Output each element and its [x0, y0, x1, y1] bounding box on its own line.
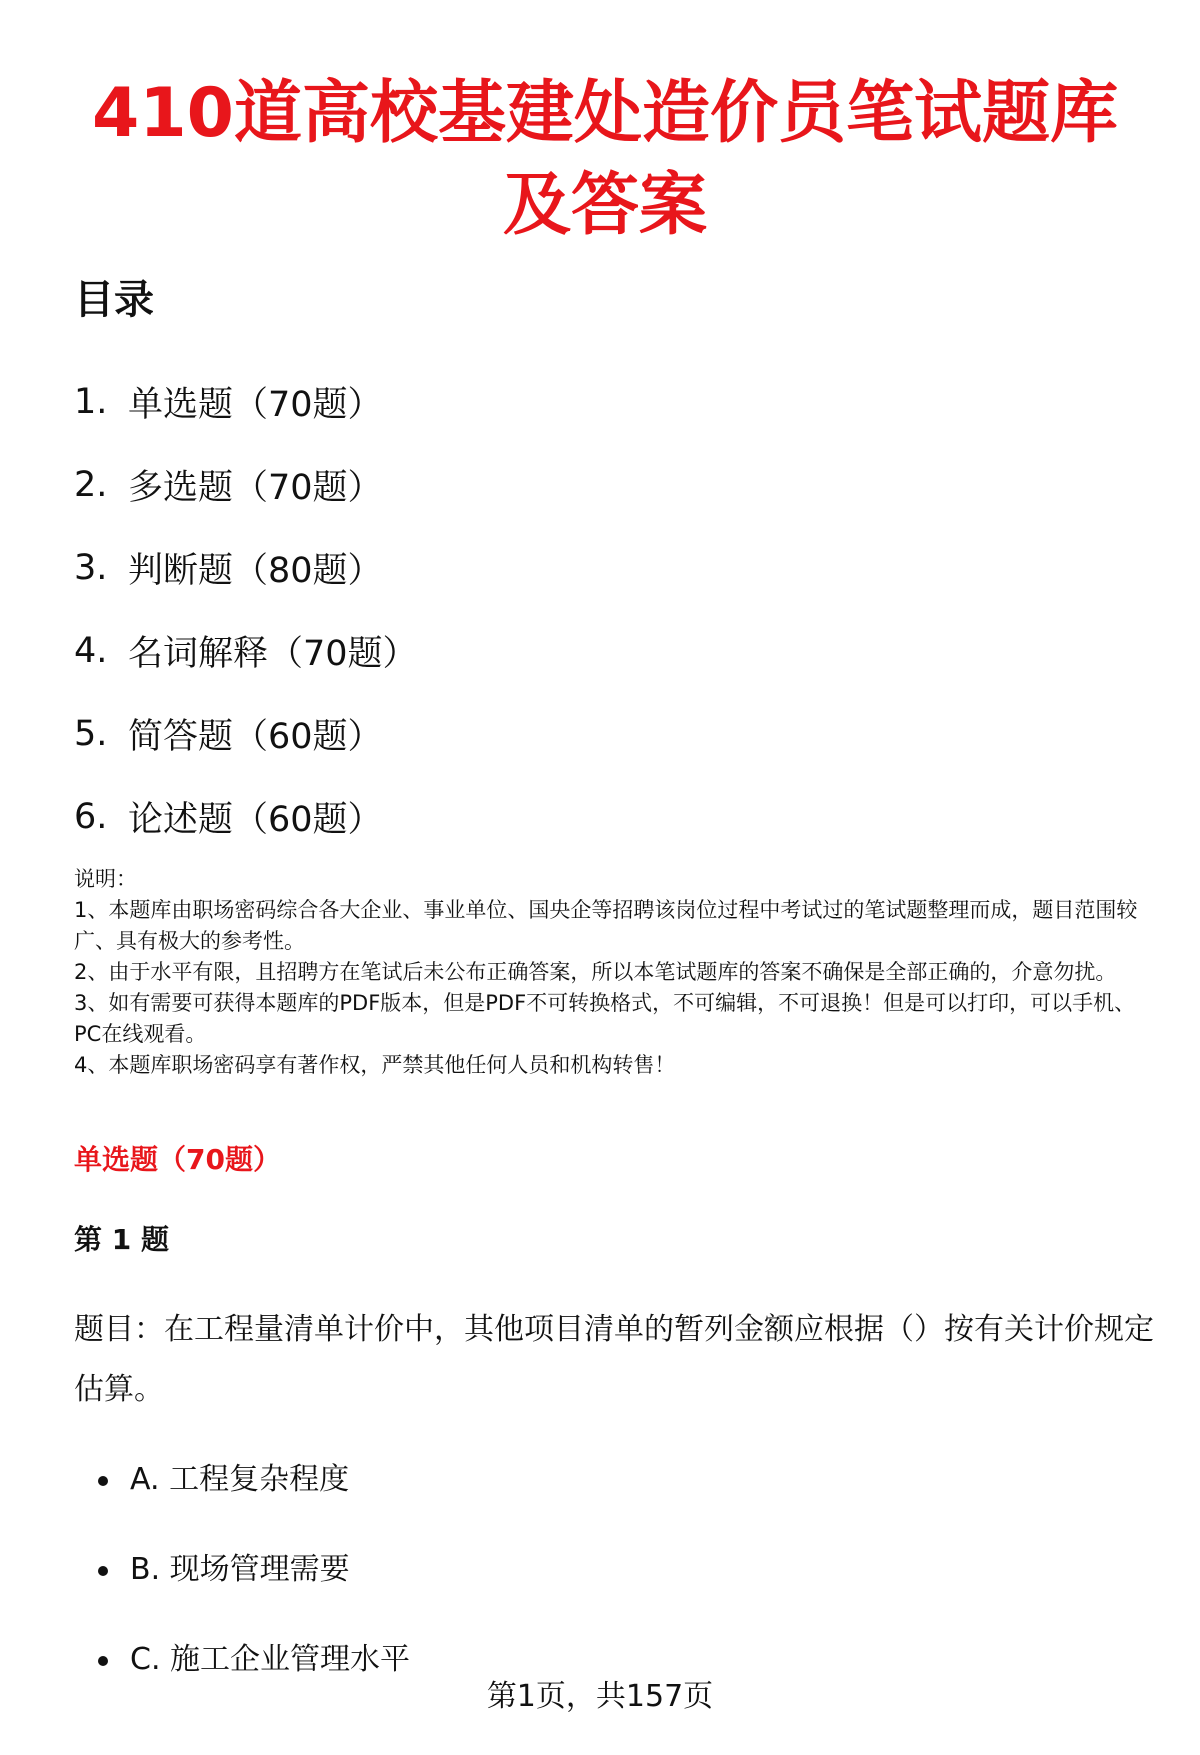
- note-item: 4、本题库职场密码享有著作权，严禁其他任何人员和机构转售！: [74, 1053, 676, 1077]
- bullet-icon: [98, 1566, 108, 1576]
- toc-item-label: 论述题（60题）: [128, 799, 383, 840]
- bullet-icon: [98, 1476, 108, 1486]
- option-item: [96, 1540, 410, 1630]
- toc-item: [74, 609, 418, 692]
- question-text: 题目：在工程量清单计价中，其他项目清单的暂列金额应根据（）按有关计价规定估算。: [74, 1312, 1154, 1407]
- toc-item-label: 多选题（70题）: [128, 467, 383, 508]
- bullet-icon: [98, 1656, 108, 1666]
- toc-item: [74, 775, 418, 858]
- toc-heading: 目录: [74, 277, 154, 323]
- note-item: 1、本题库由职场密码综合各大企业、事业单位、国央企等招聘该岗位过程中考试过的笔试题整理而成，题目范围较广、具有极大的参考性。: [74, 898, 1138, 953]
- page-footer: 第1页，共157页: [486, 1679, 714, 1714]
- note-item: 3、如有需要可获得本题库的PDF版本，但是PDF不可转换格式，不可编辑，不可退换！但是可以打印，可以手机、PC在线观看。: [74, 991, 1136, 1046]
- option-label: C. 施工企业管理水平: [130, 1642, 411, 1677]
- option-label: A. 工程复杂程度: [130, 1462, 350, 1497]
- section-heading: 单选题（70题）: [74, 1143, 281, 1176]
- toc-item: [74, 526, 418, 609]
- toc-item-number: 2.: [74, 464, 108, 505]
- document-title: 410道高校基建处造价员笔试题库及答案: [92, 74, 1118, 245]
- note-item: 2、由于水平有限，且招聘方在笔试后未公布正确答案，所以本笔试题库的答案不确保是全部正确的，介意勿扰。: [74, 960, 1117, 984]
- toc-list: [74, 360, 418, 858]
- toc-item-label: 单选题（70题）: [128, 384, 383, 425]
- toc-item-label: 简答题（60题）: [128, 716, 383, 757]
- toc-item-number: 5.: [74, 713, 108, 754]
- toc-item-number: 4.: [74, 630, 108, 671]
- toc-item-number: 3.: [74, 547, 108, 588]
- toc-item-label: 名词解释（70题）: [128, 633, 418, 674]
- toc-item: [74, 360, 418, 443]
- notes-heading: 说明：: [74, 867, 137, 891]
- option-item: [96, 1450, 410, 1540]
- toc-item-number: 6.: [74, 796, 108, 837]
- toc-item: [74, 692, 418, 775]
- toc-item-number: 1.: [74, 381, 108, 422]
- toc-item: [74, 443, 418, 526]
- option-label: B. 现场管理需要: [130, 1552, 350, 1587]
- notes-block: [74, 864, 1160, 1081]
- question-number: 第 1 题: [74, 1223, 169, 1256]
- toc-item-label: 判断题（80题）: [128, 550, 383, 591]
